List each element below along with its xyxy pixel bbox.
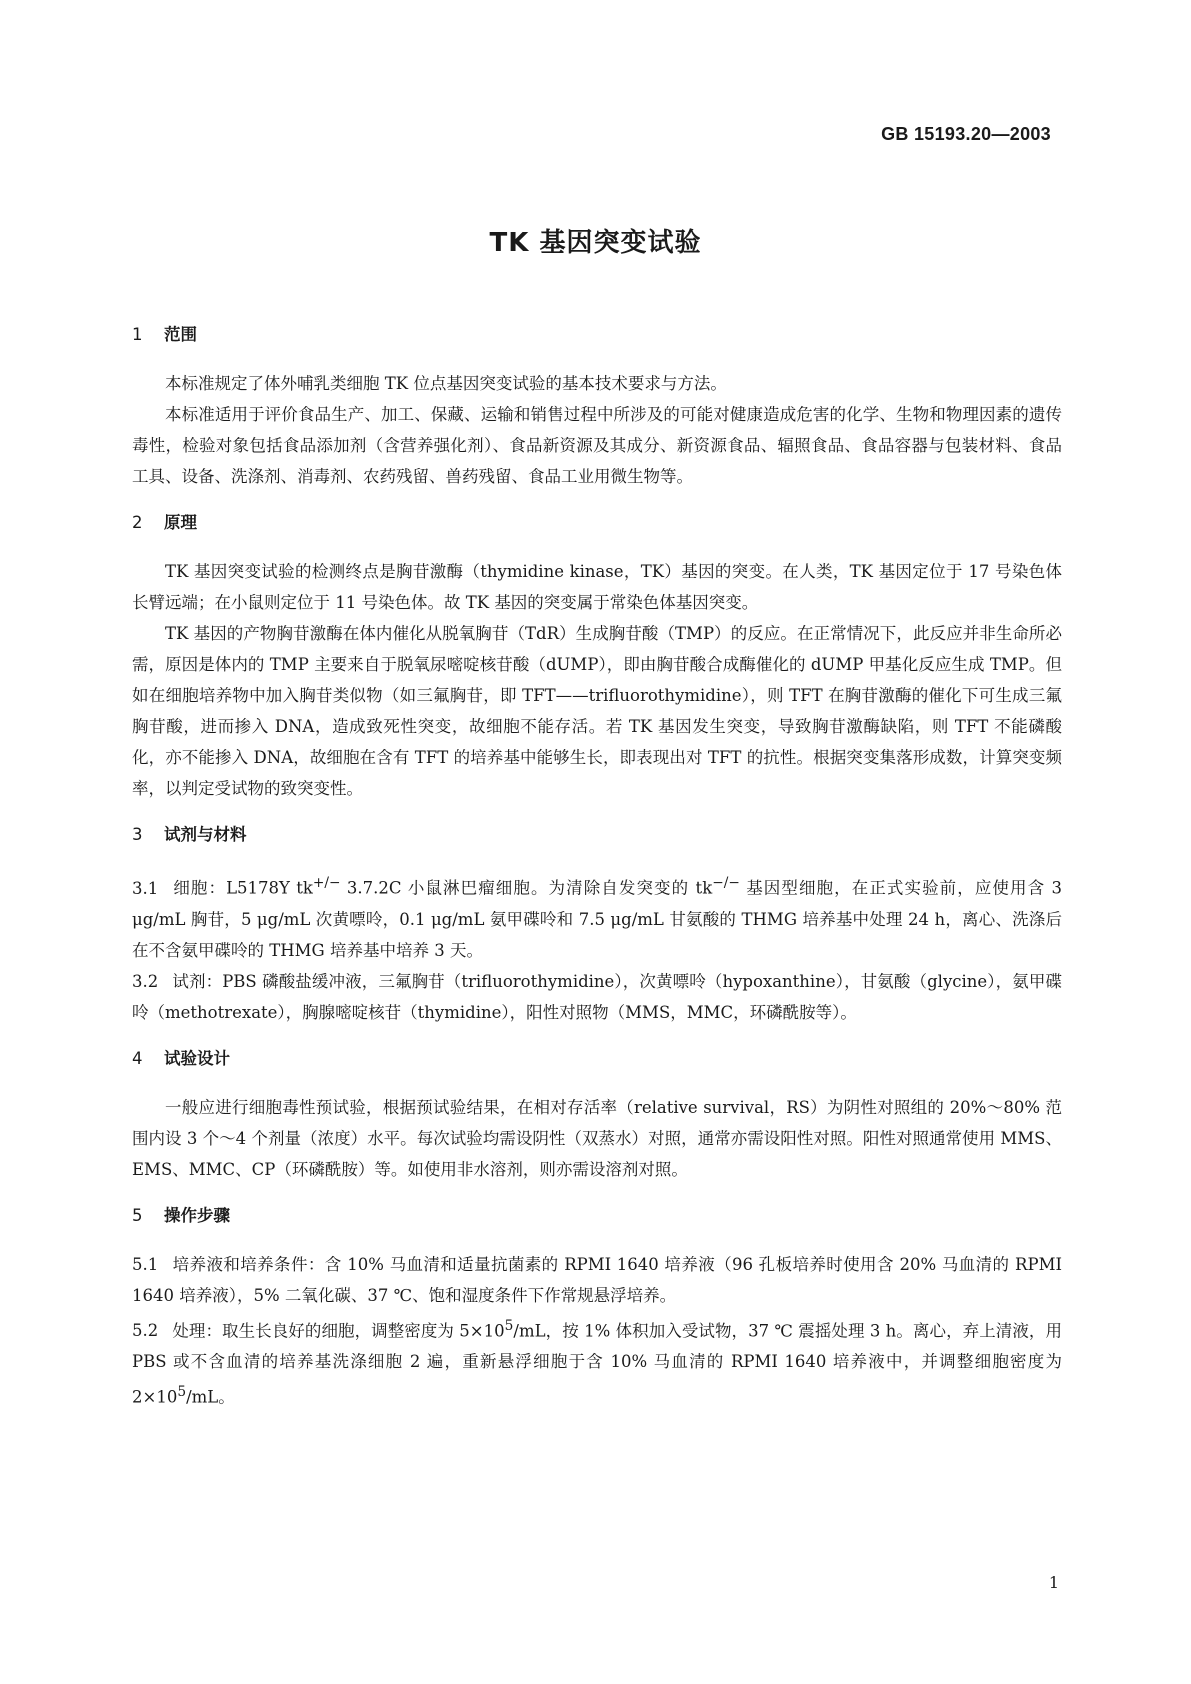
- page-title: TK 基因突变试验: [489, 228, 702, 258]
- clause-3-1: [132, 868, 1062, 966]
- section-principle: [132, 510, 1062, 804]
- clause-text: 基因型细胞，在正式实验前，应使用含 3 μg/mL 胸苷，5 μg/mL 次黄嘌呤，0.1 μg/mL 氨甲碟呤和 7.5 μg/mL 甘氨酸的 THMG 培养基中处理 24 h，离心、洗涤后在不含氨甲碟呤的 THMG 培养基中培养 3 天。: [132, 878, 1063, 960]
- paragraph: 本标准适用于评价食品生产、加工、保藏、运输和销售过程中所涉及的可能对健康造成危害的化学、生物和物理因素的遗传毒性，检验对象包括食品添加剂（含营养强化剂）、食品新资源及其成分、新资源食品、辐照食品、食品容器与包装材料、食品工具、设备、洗涤剂、消毒剂、农药残留、兽药残留、食品工业用微生物等。: [132, 405, 1062, 486]
- section-number: 3: [132, 825, 143, 844]
- section-title: 范围: [164, 325, 197, 344]
- paragraph: TK 基因突变试验的检测终点是胸苷激酶（thymidine kinase，TK）基因的突变。在人类，TK 基因定位于 17 号染色体长臂远端；在小鼠则定位于 11 号染色体。故 TK 基因的突变属于常染色体基因突变。: [132, 562, 1062, 612]
- clause-number: 5.2: [132, 1321, 159, 1340]
- clause-text: /mL。: [186, 1387, 235, 1407]
- genotype-superscript: −/−: [712, 875, 740, 891]
- paragraph: 本标准规定了体外哺乳类细胞 TK 位点基因突变试验的基本技术要求与方法。: [165, 374, 727, 393]
- section-procedure: [132, 1203, 1062, 1413]
- section-heading: [132, 322, 1062, 348]
- genotype-superscript: +/−: [312, 875, 341, 891]
- section-design: [132, 1046, 1062, 1185]
- section-heading: [132, 1203, 1062, 1229]
- standard-number: GB 15193.20—2003: [881, 124, 1051, 144]
- section-title: 操作步骤: [164, 1205, 230, 1225]
- section-number: 2: [132, 513, 143, 532]
- section-reagents: [132, 822, 1062, 1028]
- section-title: 原理: [164, 513, 197, 532]
- clause-text: /mL，按 1% 体积加入受试物，37 ℃ 震摇处理 3 h。离心，弃上清液，用 PBS 或不含血清的培养基洗涤细胞 2 遍，重新悬浮细胞于含 10% 马血清的 RPMI 1640 培养液中，并调整细胞密度为 2×10: [132, 1321, 1062, 1407]
- exponent-superscript: 5: [504, 1317, 514, 1334]
- document-body: [132, 322, 1062, 1431]
- section-title: 试剂与材料: [164, 825, 247, 844]
- section-scope: [132, 322, 1062, 492]
- clause-5-2: [132, 1311, 1062, 1413]
- clause-text: 试剂：PBS 磷酸盐缓冲液，三氟胸苷（trifluorothymidine），次黄嘌呤（hypoxanthine），甘氨酸（glycine），氨甲碟呤（methotrexate），胸腺嘧啶核苷（thymidine），阳性对照物（MMS，MMC，环磷酰胺等）。: [132, 971, 1062, 1022]
- clause-text: 处理：取生长良好的细胞，调整密度为 5×10: [172, 1321, 505, 1340]
- paragraph: TK 基因的产物胸苷激酶在体内催化从脱氧胸苷（TdR）生成胸苷酸（TMP）的反应。在正常情况下，此反应并非生命所必需，原因是体内的 TMP 主要来自于脱氧尿嘧啶核苷酸（dUMP），即由胸苷酸合成酶催化的 dUMP 甲基化反应生成 TMP。但如在细胞培养物中加入胸苷类似物（如三氟胸苷，即 TFT——trifluorothymidine），则 TFT 在胸苷激酶的催化下可生成三氟胸苷酸，进而掺入 DNA，造成致死性突变，故细胞不能存活。若 TK 基因发生突变，导致胸苷激酶缺陷，则 TFT 不能磷酸化，亦不能掺入 DNA，故细胞在含有 TFT 的培养基中能够生长，即表现出对 TFT 的抗性。根据突变集落形成数，计算突变频率，以判定受试物的致突变性。: [132, 624, 1062, 798]
- clause-text: 3.7.2C 小鼠淋巴瘤细胞。为清除自发突变的 tk: [340, 878, 713, 898]
- page-number: 1: [1048, 1573, 1059, 1592]
- paragraph: 一般应进行细胞毒性预试验，根据预试验结果，在相对存活率（relative survival，RS）为阴性对照组的 20%～80% 范围内设 3 个～4 个剂量（浓度）水平。每次试验均需设阴性（双蒸水）对照，通常亦需设阳性对照。阳性对照通常使用 MMS、EMS、MMC、CP（环磷酰胺）等。如使用非水溶剂，则亦需设溶剂对照。: [132, 1097, 1062, 1179]
- clause-text: 细胞：L5178Y tk: [172, 878, 313, 898]
- section-number: 5: [132, 1205, 143, 1225]
- exponent-superscript: 5: [177, 1384, 187, 1400]
- clause-number: 5.1: [132, 1254, 159, 1274]
- section-heading: [132, 510, 1062, 536]
- clause-3-2: [132, 966, 1062, 1028]
- clause-5-1: [132, 1249, 1062, 1311]
- section-number: 1: [132, 325, 143, 344]
- clause-number: 3.2: [132, 971, 159, 991]
- section-heading: [132, 822, 1062, 848]
- clause-text: 培养液和培养条件：含 10% 马血清和适量抗菌素的 RPMI 1640 培养液（96 孔板培养时使用含 20% 马血清的 RPMI 1640 培养液），5% 二氧化碳、37 ℃、饱和湿度条件下作常规悬浮培养。: [132, 1254, 1062, 1305]
- section-heading: [132, 1046, 1062, 1072]
- section-number: 4: [132, 1048, 143, 1068]
- clause-number: 3.1: [132, 878, 159, 898]
- section-title: 试验设计: [164, 1048, 230, 1068]
